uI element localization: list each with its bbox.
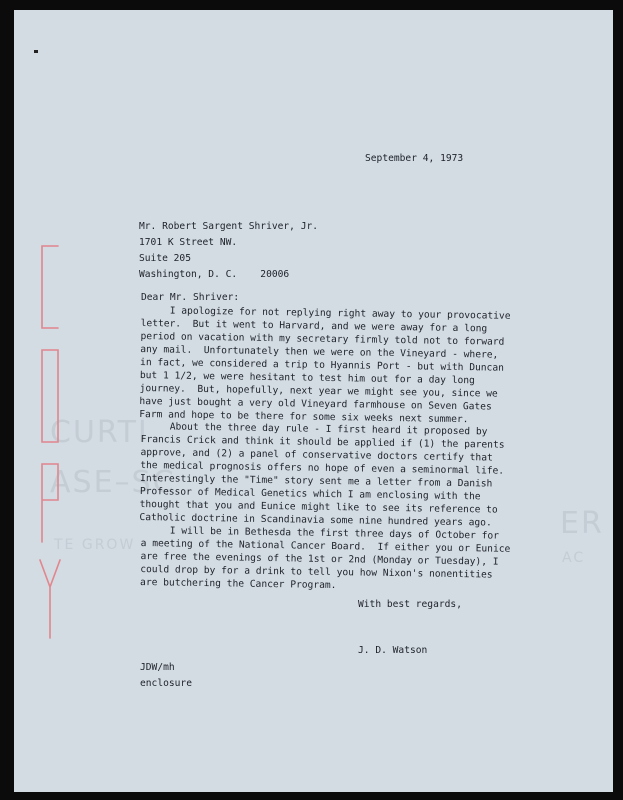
body-line: journey. But, hopefully, next year we might see you, since we — [139, 382, 498, 400]
copy-stamp — [34, 242, 64, 642]
body-line: period on vacation with my secretary firmly told not to forward — [140, 330, 505, 348]
body-line: thought that you and Eunice might like to see its reference to — [139, 498, 498, 516]
closing: With best regards, — [358, 599, 462, 610]
body-line: are butchering the Cancer Program. — [139, 576, 337, 592]
address-line: Mr. Robert Sargent Shriver, Jr. — [139, 221, 319, 232]
body-line: Interestingly the "Time" story sent me a letter from a Danish — [139, 472, 493, 490]
body-line: could drop by for a drink to tell you how Nixon's nonentities — [140, 563, 493, 581]
body-line: but 1 1/2, we were hesitant to test him out for a day long — [139, 369, 475, 387]
body-line: are free the evenings of the 1st or 2nd (Monday or Tuesday), I — [140, 550, 499, 568]
salutation: Dear Mr. Shriver: — [141, 292, 240, 303]
body-line: have just bought a very old Vineyard farmhouse on Seven Gates — [139, 395, 492, 413]
enclosure-note: enclosure — [140, 678, 192, 689]
body-line: letter. But it went to Harvard, and we were away for a long — [140, 317, 488, 335]
address-line: Suite 205 — [139, 253, 191, 264]
body-line: Francis Crick and think it should be applied if (1) the parents — [140, 433, 505, 451]
bleed-through-text: ASE–SC — [50, 465, 176, 500]
stamp-letter-c — [42, 246, 58, 328]
stamp-letter-y — [40, 560, 60, 638]
body-line: approve, and (2) a panel of conservative doctors certify that — [140, 446, 493, 464]
bleed-through-text: ER — [560, 506, 604, 541]
letter-date: September 4, 1973 — [365, 153, 464, 164]
signature: J. D. Watson — [358, 645, 428, 656]
bleed-through-text: CURTI — [50, 415, 149, 450]
body-line: in fact, we considered a trip to Hyannis Port - but with Duncan — [139, 356, 505, 374]
bleed-through-text: AC — [562, 550, 586, 566]
body-line: Catholic doctrine in Scandinavia some nine hundred years ago. — [139, 511, 492, 529]
bleed-through-text: TE GROW — [54, 537, 136, 553]
address-line: Washington, D. C. 20006 — [139, 269, 290, 280]
body-line: any mail. Unfortunately then we were on the Vineyard - where, — [140, 343, 499, 361]
body-line: I apologize for not replying right away to your provocative — [140, 304, 511, 322]
typist-initials: JDW/mh — [140, 662, 175, 673]
body-line: a meeting of the National Cancer Board. If either you or Eunice — [140, 537, 511, 555]
letter-page — [14, 10, 613, 792]
stamp-letter-o — [42, 350, 58, 442]
ink-speck — [34, 50, 38, 53]
body-line: the medical prognosis offers no hope of even a seminormal life. — [140, 459, 505, 477]
address-line: 1701 K Street NW. — [139, 237, 238, 248]
body-line: I will be in Bethesda the first three days of October for — [140, 524, 500, 542]
body-line: Professor of Medical Genetics which I am enclosing with the — [139, 485, 481, 503]
stamp-letter-p — [42, 464, 58, 542]
body-line: About the three day rule - I first heard it proposed by — [140, 420, 488, 438]
body-line: Farm and hope to be there for some six weeks next summer. — [139, 408, 469, 426]
